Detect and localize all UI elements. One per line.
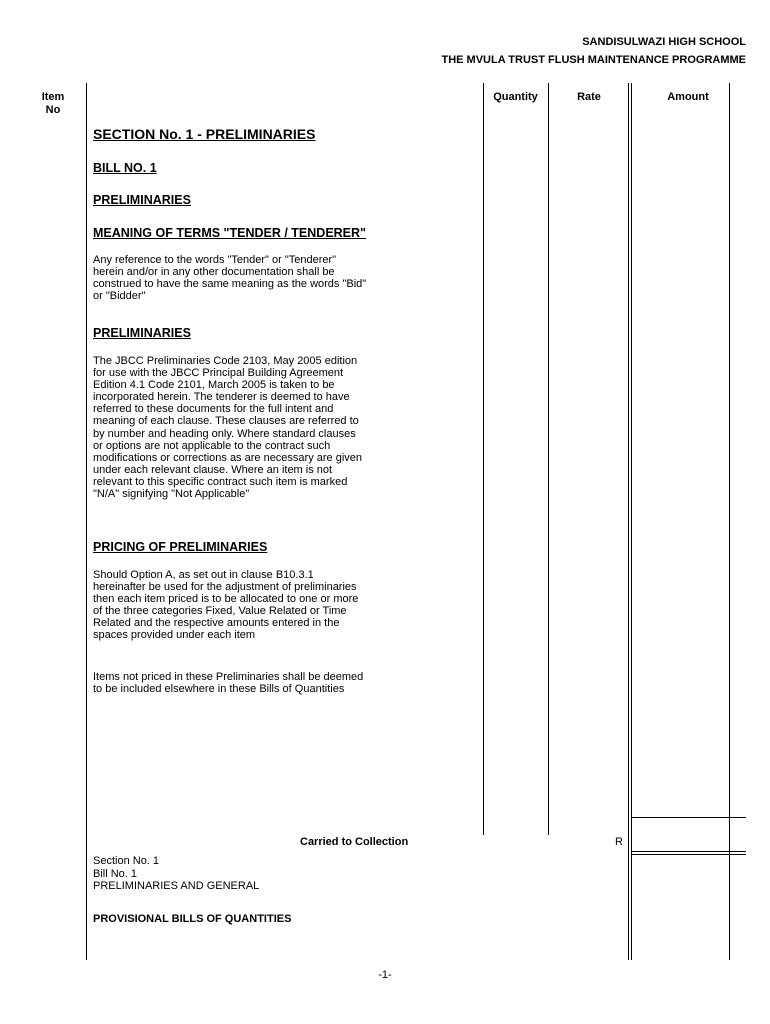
paragraph-line: Any reference to the words "Tender" or "Tenderer" [93, 254, 337, 266]
rate-right-rule-1 [628, 83, 629, 960]
carried-to-collection-label: Carried to Collection [300, 836, 409, 848]
item-column-rule [86, 83, 87, 960]
amount-column-header: Amount [667, 91, 709, 103]
rate-column-header: Rate [577, 91, 601, 103]
total-double-rule-2 [631, 854, 746, 855]
pricing-paragraph [93, 569, 423, 642]
paragraph-line: for use with the JBCC Principal Building Agreement [93, 367, 344, 380]
paragraph-line: relevant to this specific contract such item is marked [93, 475, 348, 488]
paragraph-line: then each item priced is to be allocated to one or more [93, 593, 359, 606]
paragraph-line: Edition 4.1 Code 2101, March 2005 is taken to be [93, 379, 335, 392]
quantity-column-header: Quantity [493, 91, 538, 103]
section-number: Section No. 1 [93, 855, 160, 867]
pricing-heading: PRICING OF PRELIMINARIES [93, 540, 268, 554]
meaning-of-terms-heading: MEANING OF TERMS "TENDER / TENDERER" [93, 226, 366, 240]
programme-name: THE MVULA TRUST FLUSH MAINTENANCE PROGRAMME [441, 54, 746, 66]
paragraph-line: referred to these documents for the full intent and [93, 403, 334, 416]
amount-right-rule [729, 83, 730, 960]
item-header-line1: Item [41, 91, 65, 103]
meaning-of-terms-paragraph [93, 254, 423, 302]
bill-number: Bill No. 1 [93, 867, 138, 880]
paragraph-line: The JBCC Preliminaries Code 2103, May 2005 edition [93, 355, 358, 367]
paragraph-line: herein and/or in any other documentation shall be [93, 266, 335, 279]
paragraph-line: meaning of each clause. These clauses are referred to [93, 415, 359, 428]
currency-symbol: R [615, 836, 623, 848]
paragraph-line: incorporated herein. The tenderer is deemed to have [93, 391, 350, 404]
paragraph-line: "N/A" signifying "Not Applicable" [93, 488, 250, 501]
paragraph-line: Related and the respective amounts entered in the [93, 617, 340, 630]
quantity-left-rule [483, 83, 484, 835]
paragraph-line: construed to have the same meaning as the words "Bid" [93, 278, 367, 291]
paragraph-line: Items not priced in these Preliminaries shall be deemed [93, 671, 364, 683]
paragraph-line: hereinafter be used for the adjustment of preliminaries [93, 581, 357, 594]
paragraph-line: modifications or corrections as are necessary are given [93, 451, 363, 464]
preliminaries-heading: PRELIMINARIES [93, 193, 191, 207]
paragraph-line: to be included elsewhere in these Bills of Quantities [93, 683, 345, 696]
total-double-rule-1 [631, 851, 746, 852]
paragraph-line: spaces provided under each item [93, 629, 256, 642]
provisional-bills-label: PROVISIONAL BILLS OF QUANTITIES [93, 913, 292, 925]
bill-name: PRELIMINARIES AND GENERAL [93, 880, 260, 892]
page-number: -1- [378, 969, 392, 981]
items-not-priced-paragraph [93, 671, 423, 695]
quantity-right-rule [548, 83, 549, 835]
section-reference [93, 855, 259, 893]
school-name: SANDISULWAZI HIGH SCHOOL [582, 36, 746, 48]
paragraph-line: or "Bidder" [93, 290, 146, 303]
paragraph-line: by number and heading only. Where standard clauses [93, 427, 356, 440]
paragraph-line: of the three categories Fixed, Value Related or Time [93, 605, 347, 618]
item-no-column-header [30, 91, 76, 117]
bill-title: BILL NO. 1 [93, 161, 157, 175]
paragraph-line: Should Option A, as set out in clause B10.3.1 [93, 569, 314, 581]
paragraph-line: under each relevant clause. Where an item is not [93, 463, 333, 476]
jbcc-paragraph [93, 355, 423, 500]
preliminaries-heading-2: PRELIMINARIES [93, 326, 191, 340]
item-header-line2: No [45, 104, 61, 116]
rate-right-rule-2 [631, 83, 632, 960]
paragraph-line: or options are not applicable to the contract such [93, 439, 331, 452]
total-top-rule [631, 817, 746, 818]
section-title: SECTION No. 1 - PRELIMINARIES [93, 126, 316, 142]
